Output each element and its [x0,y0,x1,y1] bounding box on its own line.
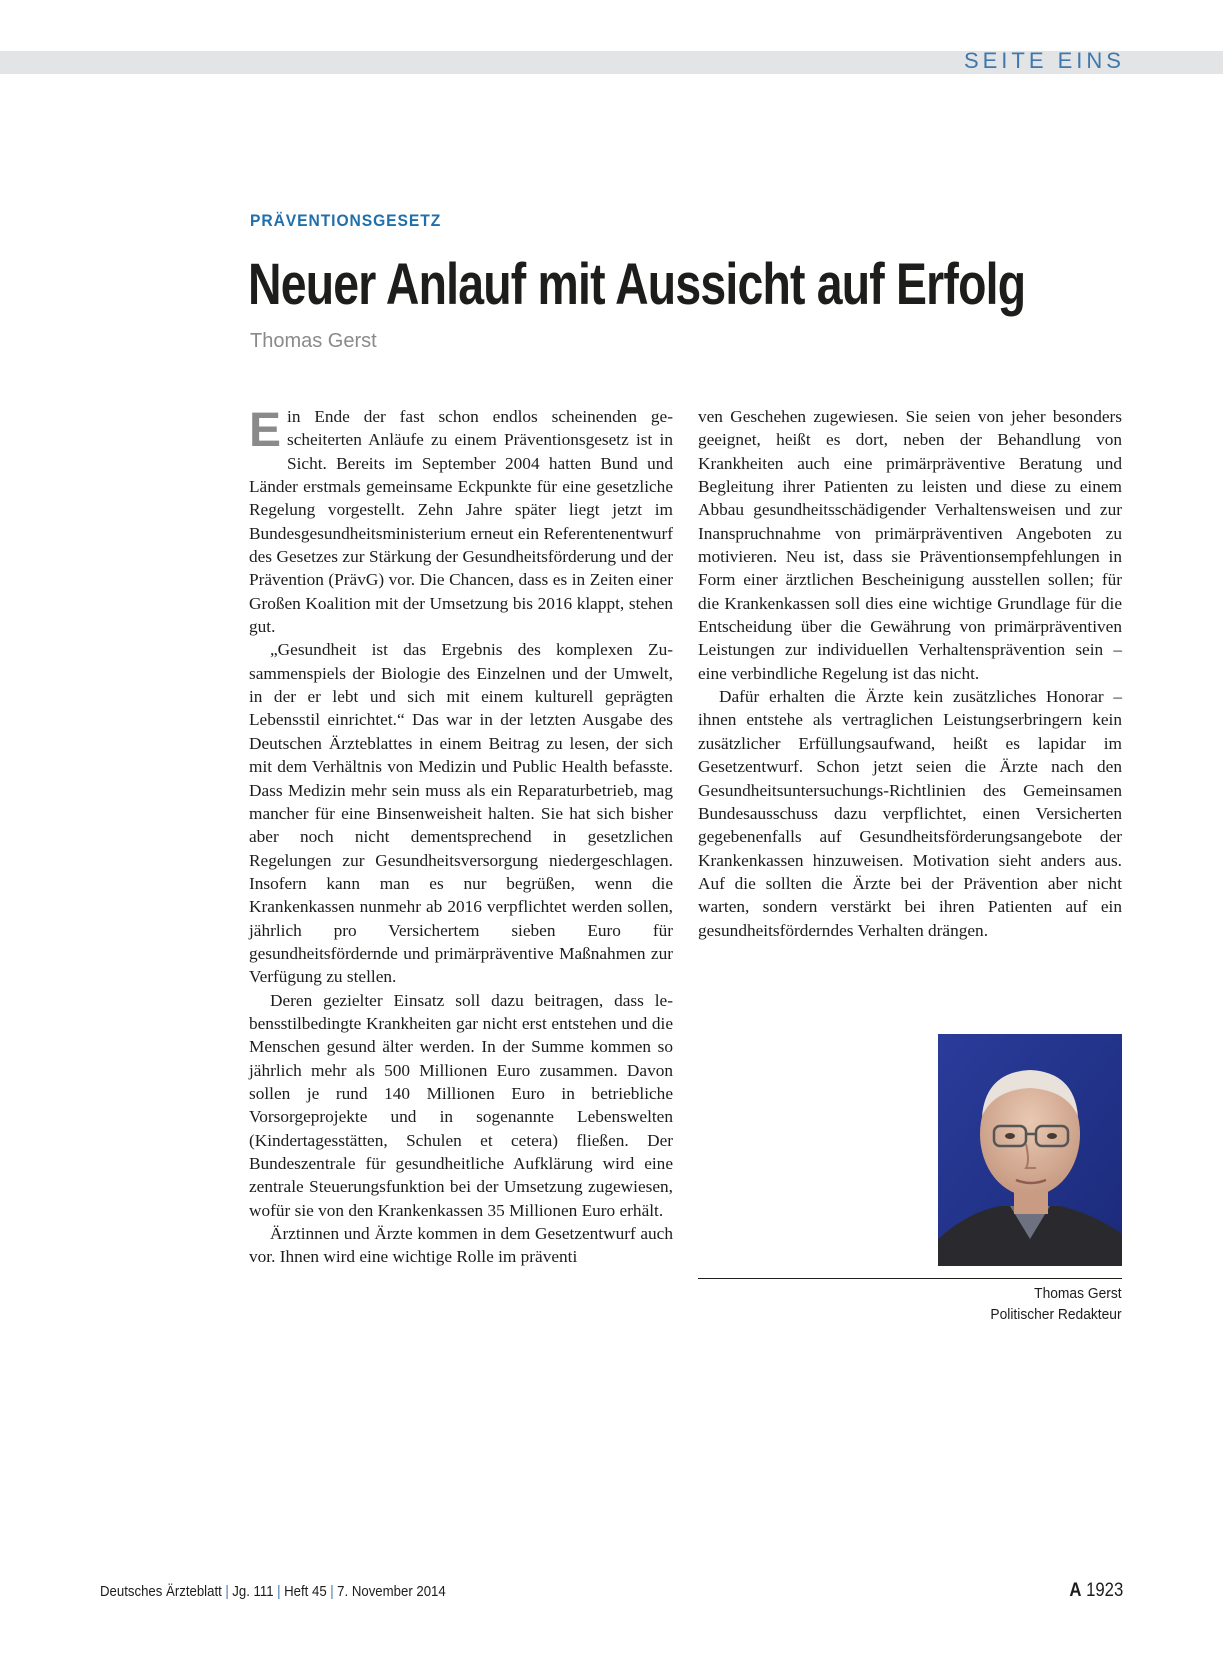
page-number [1069,1580,1123,1602]
separator: | [277,1583,281,1600]
page-prefix: A [1069,1580,1082,1601]
article-kicker: PRÄVENTIONSGESETZ [250,211,442,230]
article-column-left [249,405,673,1269]
article-paragraph: „Gesundheit ist das Ergebnis des komplexen Zusammenspiels der Biologie des Einzelnen und der Umwelt, in der er lebt und sich mit einem kulturell geprägten Lebensstil einrichtet.“ Das war in der letzten Ausgabe des Deutschen Ärzteblattes in einem Beitrag zu lesen, der sich mit dem Verhältnis von Medizin und Public Health befasste. Dass Medizin mehr sein muss als ein Reparaturbetrieb, mag mancher für eine Binsenweisheit halten. Sie hat sich bisher aber noch nicht dementsprechend in gesetzlichen Regelungen zur Gesundheitsversorgung niedergeschlagen. Insofern kann man es nur begrüßen, wenn die Krankenkassen nunmehr ab 2016 verpflichtet werden sollen, jährlich pro Versichertem sieben Euro für gesundheitsfördernde und primärpräventive Maßnahmen zur Verfügung zu stellen. [249,640,673,987]
journal-issue: Heft 45 [284,1583,327,1600]
section-label: SEITE EINS [963,48,1125,73]
page-number-value: 1923 [1085,1580,1123,1601]
drop-cap: E [249,404,282,457]
separator: | [330,1583,334,1600]
publication-date: 7. November 2014 [337,1583,446,1600]
paragraph-text: in Ende der fast schon endlos scheinenden gescheiterten Anläufe zu einem Präventionsgesetz ist in Sicht. Bereits im September 2004 hatten Bund und Länder erstmals gemeinsame Eckpunkte für eine gesetzliche Regelung vorgestellt. Zehn Jahre später liegt jetzt im Bundesgesundheitsministerium erneut ein Referentenentwurf des Gesetzes zur Stärkung der Gesundheitsförderung und der Prävention (PrävG) vor. Die Chancen, dass es in Zeiten einer Großen Koalition mit der Umsetzung bis 2016 klappt, stehen gut. [249,407,673,637]
author-name: Thomas Gerst [1034,1285,1122,1302]
article-title: Neuer Anlauf mit Aussicht auf Erfolg [248,252,1026,317]
journal-volume: Jg. 111 [232,1583,274,1600]
author-role: Politischer Redakteur [990,1306,1122,1323]
article-paragraph: ven Geschehen zugewiesen. Sie seien von jeher besonders geeignet, heißt es dort, neben der Behandlung von Krankheiten auch eine primärpräventive Beratung und Begleitung ihrer Patienten zu leisten und diese zu einem Abbau gesundheitsschädigender Verhaltensweisen und zur Inanspruchnahme von primärpräventiven Angeboten zu motivieren. Neu ist, dass sie Präventionsempfehlungen in Form einer ärztlichen Bescheinigung ausstellen sollen; für die Krankenkassen soll dies eine wichtige Grundlage für die Entscheidung über die Gewährung von primärpräventiven Leistungen zur individuellen Verhaltensprävention sein – eine verbindliche Regelung ist das nicht. [698,407,1122,683]
journal-name: Deutsches Ärzteblatt [100,1583,222,1600]
article-paragraph: Ärztinnen und Ärzte kommen in dem Gesetzentwurf auch vor. Ihnen wird eine wichtige Rolle im präventi [249,1224,673,1267]
article-paragraph: Dafür erhalten die Ärzte kein zusätzliches Honorar – ihnen entstehe als vertraglichen Leistungserbringern kein zusätzlicher Erfüllungsaufwand, heißt es lapidar im Gesetzentwurf. Schon jetzt seien die Ärzte nach den Gesundheitsuntersuchungs-Richtlinien des Gemeinsamen Bundesausschuss dazu verpflichtet, einen Versicherten gegebenenfalls auf Gesundheitsförderungsangebote der Krankenkassen hinzuweisen. Motivation sieht anders aus. Auf die sollten die Ärzte bei der Prävention aber nicht warten, sondern verstärkt bei ihren Patienten auf ein gesundheitsförderndes Verhalten drängen. [698,687,1122,940]
separator: | [225,1583,229,1600]
author-photo [938,1034,1122,1266]
footer-citation [100,1583,446,1600]
author-caption [991,1283,1122,1325]
article-column-right [698,405,1122,942]
caption-divider [698,1278,1122,1279]
article-paragraph: Deren gezielter Einsatz soll dazu beitragen, dass lebensstilbedingte Krankheiten gar nicht erst entstehen und die Menschen gesund älter werden. In der Summe kommen so jährlich mehr als 500 Millionen Euro zusammen. Davon sollen je rund 140 Millionen Euro in betriebliche Vorsorgeprojekte und in sogenannte Lebenswelten (Kindertagesstätten, Schulen et cetera) fließen. Der Bundeszentrale für gesundheitliche Aufklärung wird eine zentrale Steuerungsfunktion bei der Umsetzung zugewiesen, wofür sie von den Krankenkassen 35 Millionen Euro erhält. [249,990,673,1220]
article-paragraph [249,405,673,638]
article-byline: Thomas Gerst [250,330,377,352]
